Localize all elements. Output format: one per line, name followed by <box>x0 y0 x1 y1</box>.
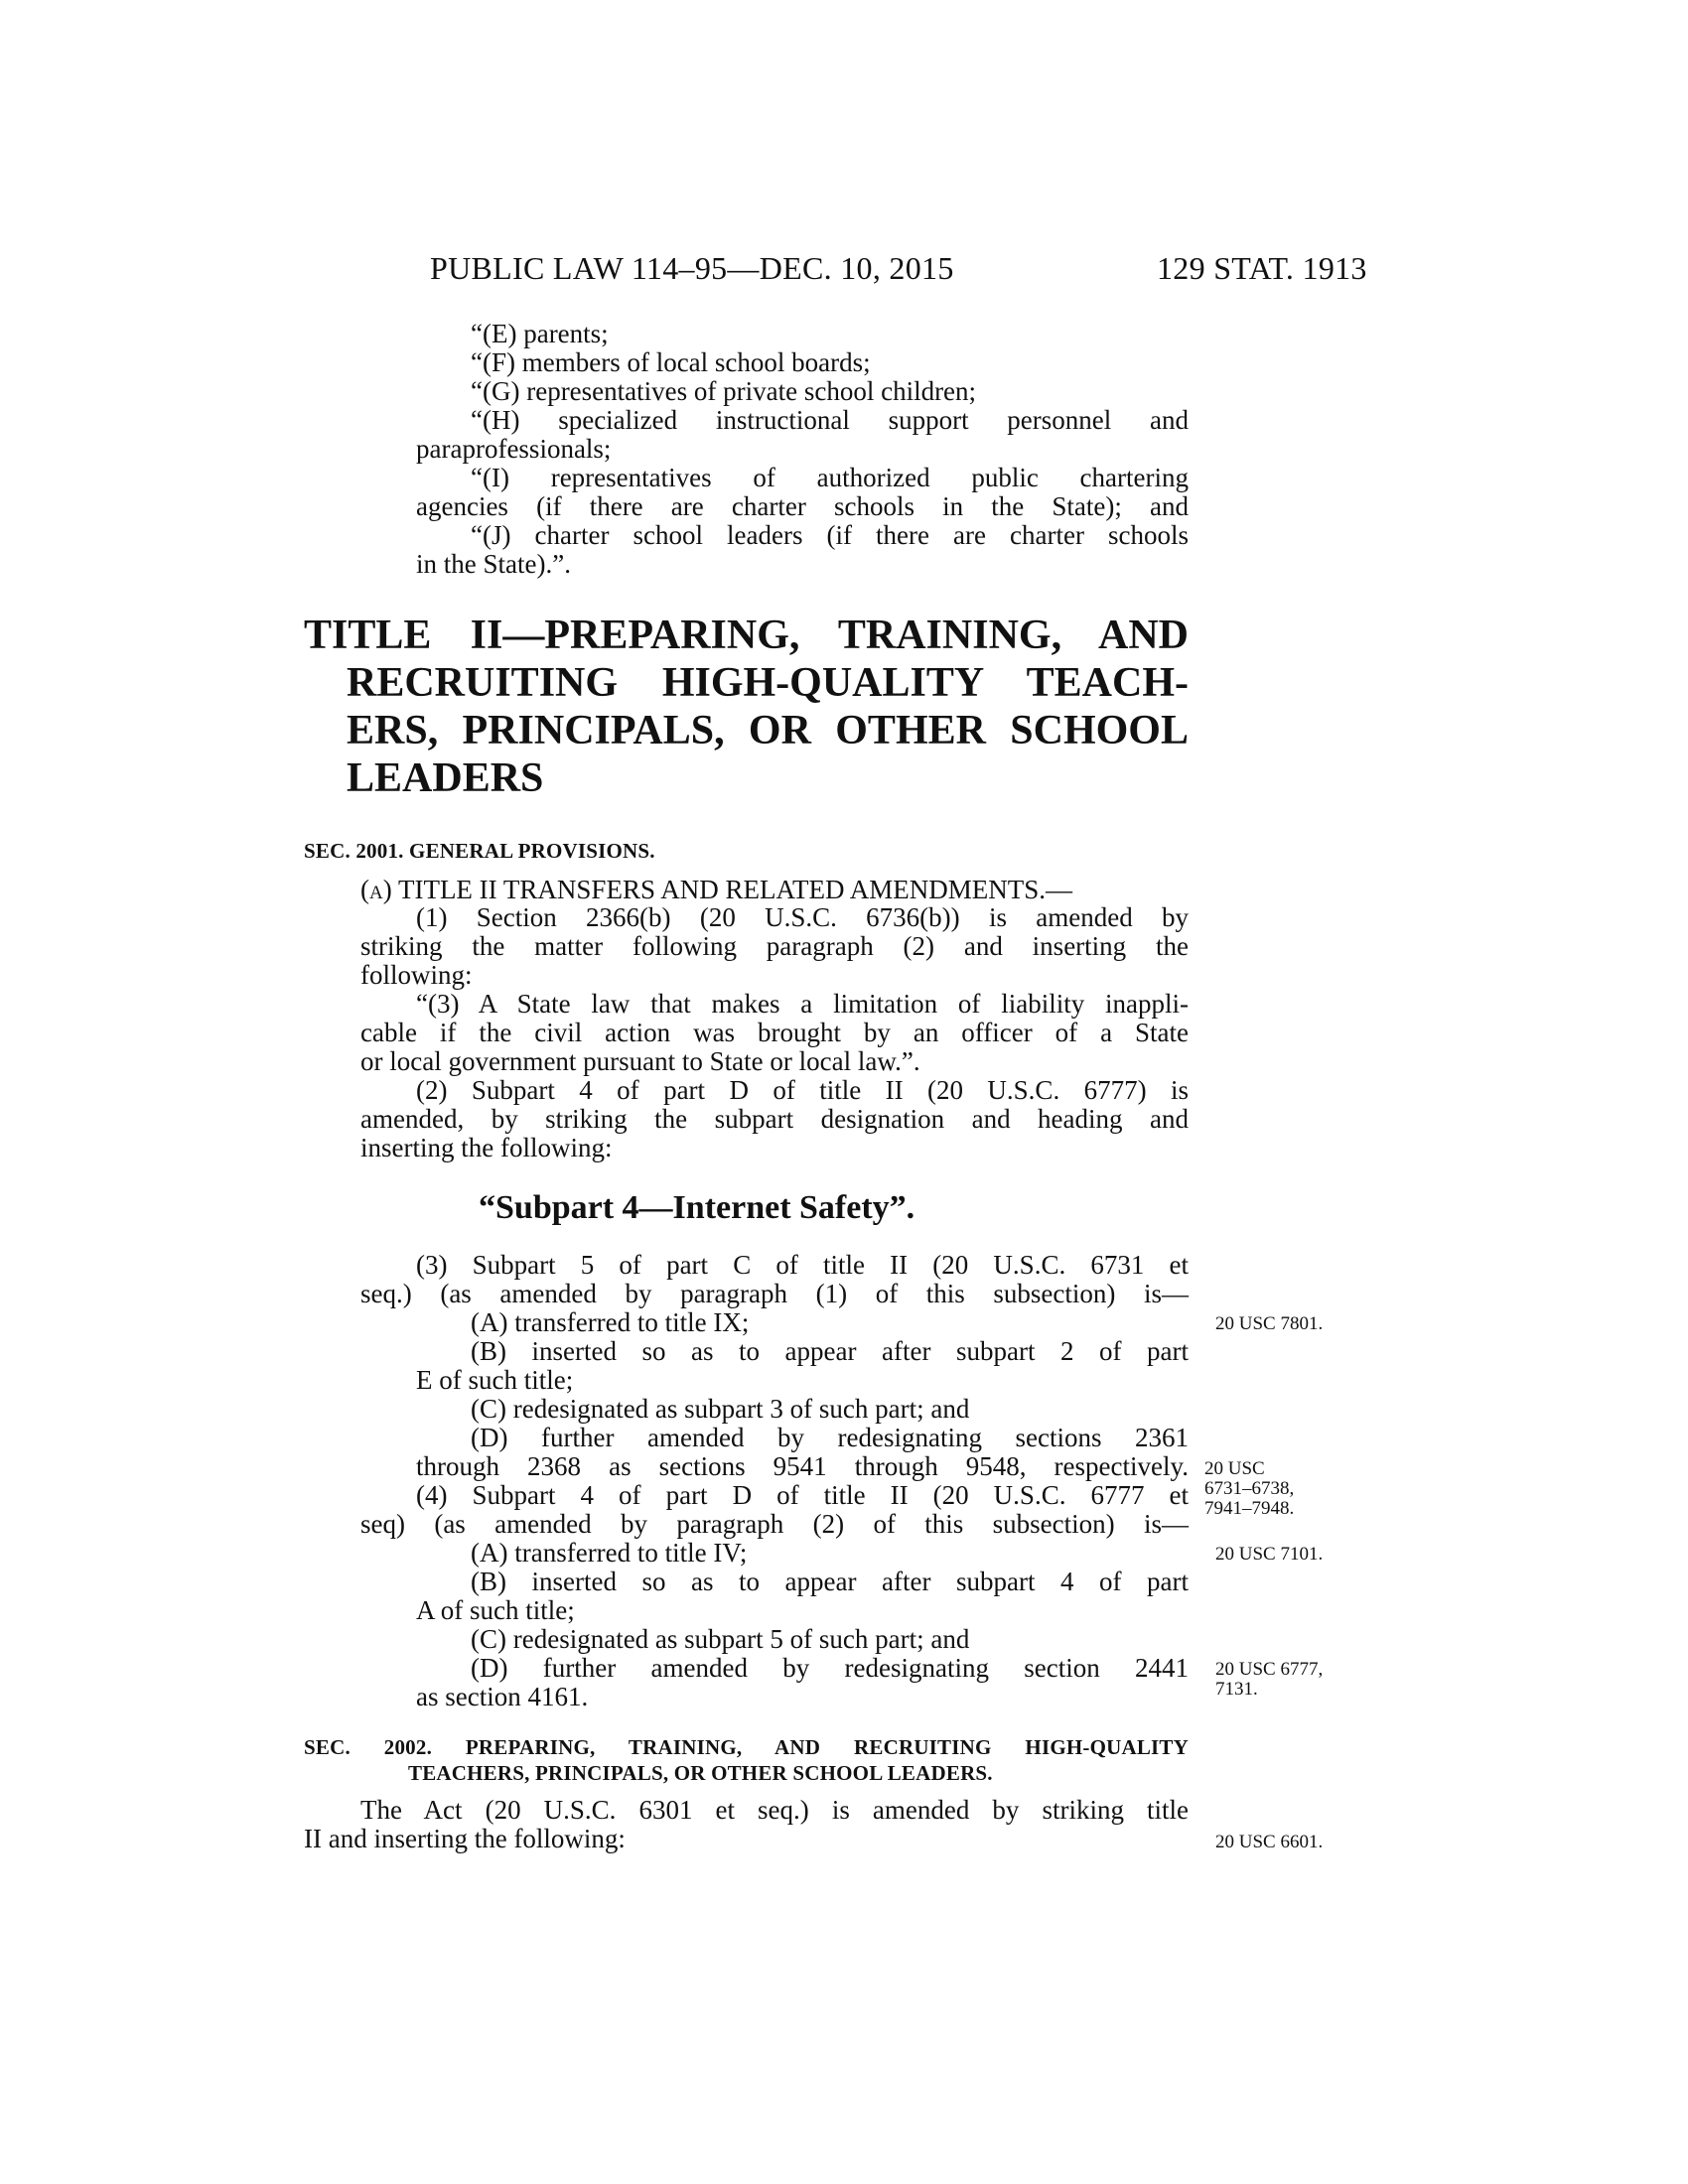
paragraph-line: (D) further amended by redesignating sections 2361 <box>471 1423 1189 1452</box>
paragraph-line: or local government pursuant to State or local law.”. <box>360 1046 920 1076</box>
section-heading-2002-cont: TEACHERS, PRINCIPALS, OR OTHER SCHOOL LEADERS. <box>408 1761 993 1785</box>
paragraph-line: seq.) (as amended by paragraph (1) of this subsection) is— <box>360 1279 1189 1308</box>
paragraph-line: (B) inserted so as to appear after subpart 4 of part <box>471 1567 1189 1596</box>
paragraph-line: amended, by striking the subpart designation and heading and <box>360 1104 1189 1134</box>
paragraph-line: (A) transferred to title IX; <box>471 1307 750 1337</box>
list-item: agencies (if there are charter schools in the State); and <box>416 491 1189 521</box>
margin-note: 7941–7948. <box>1204 1498 1295 1519</box>
paragraph-line: The Act (20 U.S.C. 6301 et seq.) is amended by striking title <box>360 1795 1189 1825</box>
paragraph-line: through 2368 as sections 9541 through 9548, respectively. <box>416 1451 1189 1481</box>
paragraph-line: (C) redesignated as subpart 3 of such part; and <box>471 1394 970 1424</box>
paragraph-line: II and inserting the following: <box>304 1824 626 1853</box>
paragraph-line: E of such title; <box>416 1365 574 1395</box>
subsection-heading-a: (a) TITLE II TRANSFERS AND RELATED AMENDMENTS.— <box>360 875 1072 904</box>
margin-note: 20 USC 7101. <box>1215 1544 1324 1565</box>
list-item: “(H) specialized instructional support personnel and <box>471 405 1189 435</box>
list-item: in the State).”. <box>416 549 571 579</box>
section-heading-2002: SEC. 2002. PREPARING, TRAINING, AND RECRUITING HIGH-QUALITY <box>304 1735 1189 1759</box>
paragraph-line: (4) Subpart 4 of part D of title II (20 U.S.C. 6777 et <box>416 1480 1189 1510</box>
paragraph-line: (2) Subpart 4 of part D of title II (20 U.S.C. 6777) is <box>416 1075 1189 1105</box>
title-line: TITLE II—PREPARING, TRAINING, AND <box>304 613 1189 658</box>
list-item: “(J) charter school leaders (if there are charter schools <box>471 520 1189 550</box>
paragraph-line: following: <box>360 960 473 990</box>
running-header-left: PUBLIC LAW 114–95—DEC. 10, 2015 <box>430 250 954 286</box>
list-item: “(G) representatives of private school children; <box>471 376 977 406</box>
margin-note: 7131. <box>1215 1679 1258 1700</box>
title-line: ERS, PRINCIPALS, OR OTHER SCHOOL <box>347 708 1189 753</box>
title-line: LEADERS <box>347 755 544 801</box>
margin-note: 20 USC <box>1204 1458 1265 1479</box>
paragraph-line: striking the matter following paragraph (2) and inserting the <box>360 931 1189 961</box>
list-item: paraprofessionals; <box>416 434 612 464</box>
paragraph-line: inserting the following: <box>360 1133 613 1162</box>
section-heading-2001: SEC. 2001. GENERAL PROVISIONS. <box>304 839 655 863</box>
paragraph-line: (B) inserted so as to appear after subpart 2 of part <box>471 1336 1189 1366</box>
list-item: “(I) representatives of authorized public chartering <box>471 463 1189 492</box>
paragraph-line: (A) transferred to title IV; <box>471 1538 748 1568</box>
title-line: RECRUITING HIGH-QUALITY TEACH- <box>347 660 1189 706</box>
paragraph-line: (3) Subpart 5 of part C of title II (20 U.S.C. 6731 et <box>416 1250 1189 1280</box>
paragraph-line: seq) (as amended by paragraph (2) of this subsection) is— <box>360 1509 1189 1539</box>
paragraph-line: (C) redesignated as subpart 5 of such part; and <box>471 1624 970 1654</box>
paragraph-line: (D) further amended by redesignating section 2441 <box>471 1653 1189 1683</box>
page-number: 129 STAT. 1913 <box>1157 250 1367 286</box>
paragraph-line: as section 4161. <box>416 1682 589 1711</box>
paragraph-line: “(3) A State law that makes a limitation of liability inappli- <box>416 989 1189 1019</box>
paragraph-line: cable if the civil action was brought by an officer of a State <box>360 1018 1189 1047</box>
margin-note: 6731–6738, <box>1204 1478 1295 1499</box>
margin-note: 20 USC 6777, <box>1215 1659 1324 1680</box>
paragraph-line: (1) Section 2366(b) (20 U.S.C. 6736(b)) is amended by <box>416 902 1189 932</box>
list-item: “(F) members of local school boards; <box>471 347 871 377</box>
margin-note: 20 USC 6601. <box>1215 1832 1324 1852</box>
subpart-heading: “Subpart 4—Internet Safety”. <box>479 1189 915 1226</box>
paragraph-line: A of such title; <box>416 1595 575 1625</box>
margin-note: 20 USC 7801. <box>1215 1313 1324 1334</box>
list-item: “(E) parents; <box>471 319 609 348</box>
